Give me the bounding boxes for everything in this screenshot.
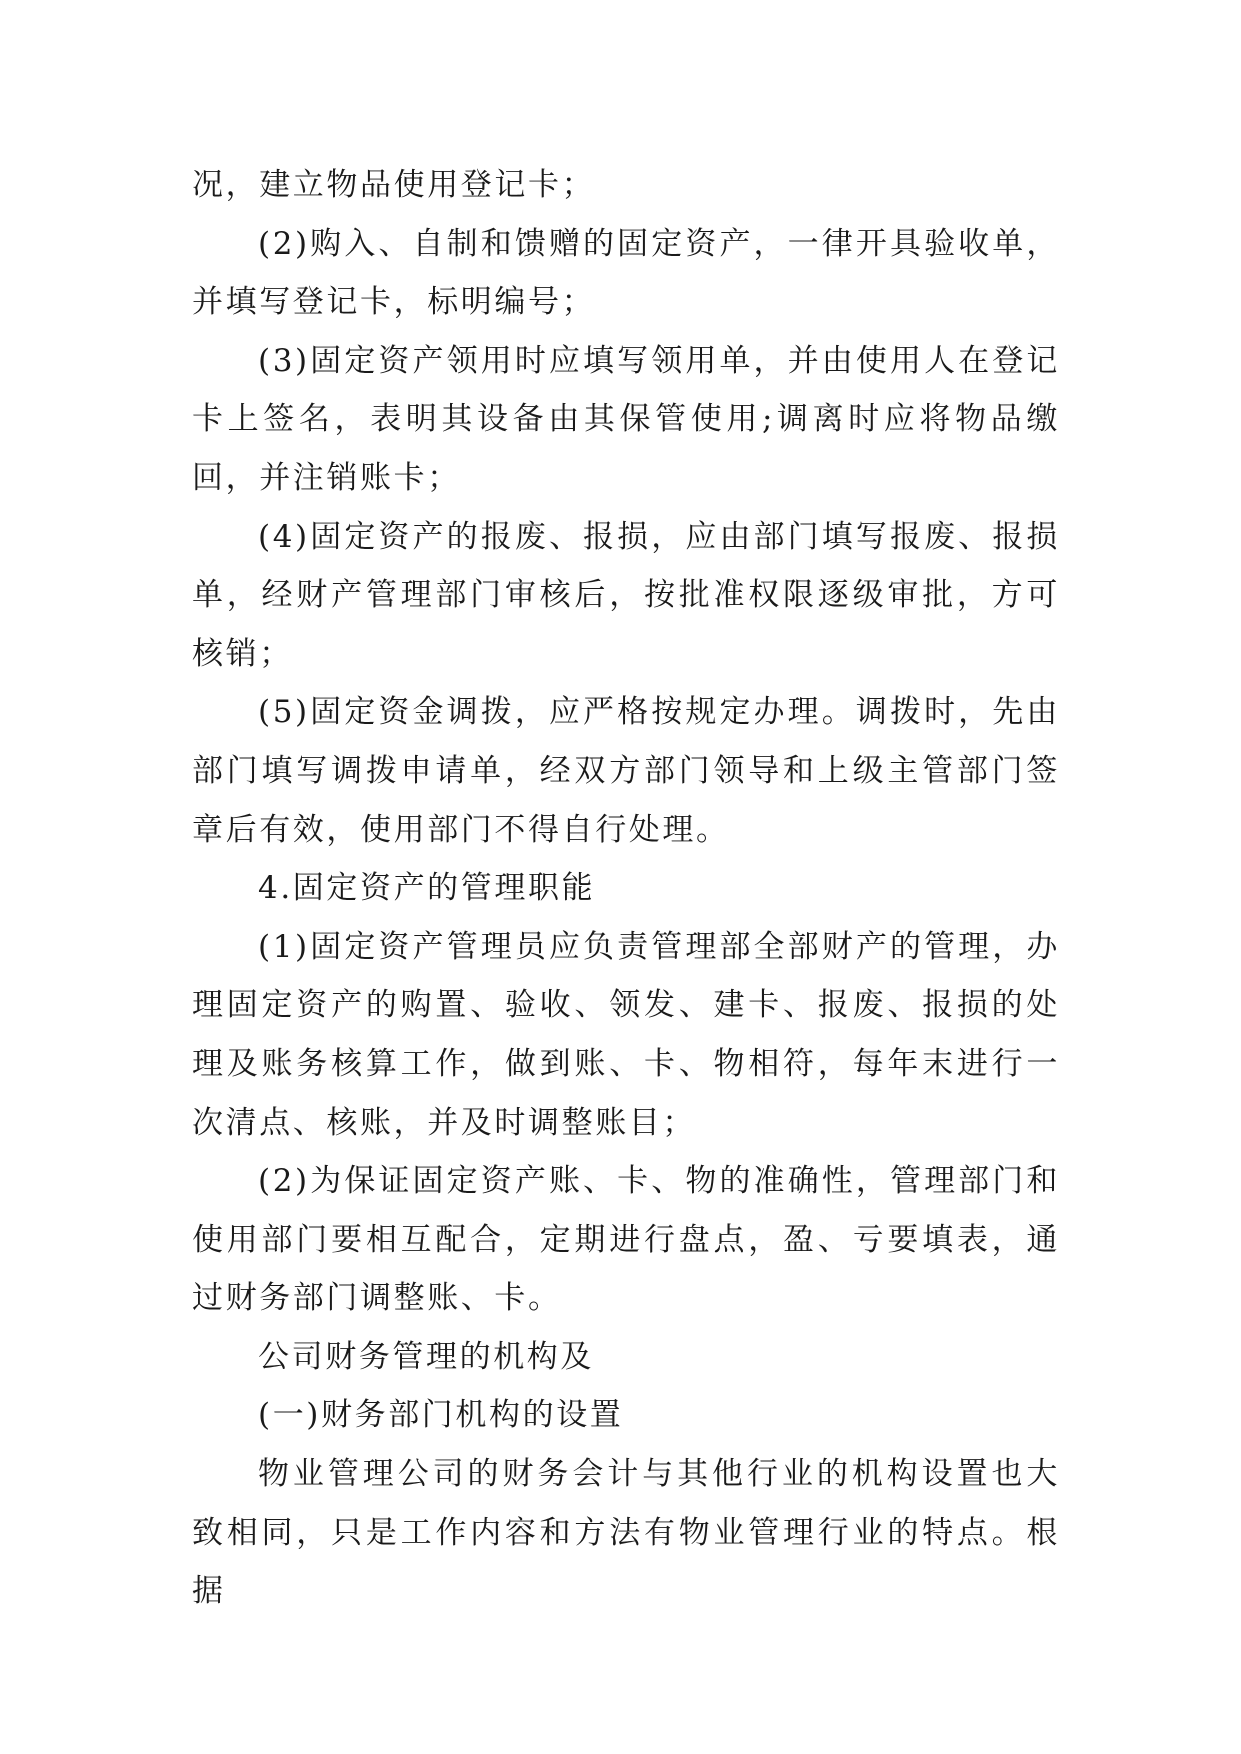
paragraph-7: (2)为保证固定资产账、卡、物的准确性，管理部门和使用部门要相互配合，定期进行盘点，盈、亏要填表，通过财务部门调整账、卡。 bbox=[192, 1163, 1060, 1317]
paragraph-6: (1)固定资产管理员应负责管理部全部财产的管理，办理固定资产的购置、验收、领发、建卡、报废、报损的处理及账务核算工作，做到账、卡、物相符，每年末进行一次清点、核账，并及时调整账目； bbox=[192, 928, 1060, 1141]
paragraph-4: (4)固定资产的报废、报损，应由部门填写报废、报损单，经财产管理部门审核后，按批准权限逐级审批，方可核销； bbox=[192, 518, 1060, 672]
paragraph-1: 况，建立物品使用登记卡； bbox=[192, 167, 596, 203]
section-heading-finance: 公司财务管理的机构及 bbox=[258, 1338, 594, 1375]
paragraph-5: (5)固定资金调拨，应严格按规定办理。调拨时，先由部门填写调拨申请单，经双方部门领导和上级主管部门签章后有效，使用部门不得自行处理。 bbox=[192, 694, 1060, 848]
document-body bbox=[192, 156, 1060, 1621]
section-heading-4: 4.固定资产的管理职能 bbox=[258, 870, 596, 907]
paragraph-3: (3)固定资产领用时应填写领用单，并由使用人在登记卡上签名，表明其设备由其保管使用;调离时应将物品缴回，并注销账卡； bbox=[192, 342, 1060, 496]
paragraph-8: 物业管理公司的财务会计与其他行业的机构设置也大致相同，只是工作内容和方法有物业管理行业的特点。根据 bbox=[192, 1456, 1060, 1610]
paragraph-2: (2)购入、自制和馈赠的固定资产，一律开具验收单，并填写登记卡，标明编号； bbox=[192, 225, 1060, 321]
subsection-heading-1: (一)财务部门机构的设置 bbox=[258, 1397, 624, 1434]
